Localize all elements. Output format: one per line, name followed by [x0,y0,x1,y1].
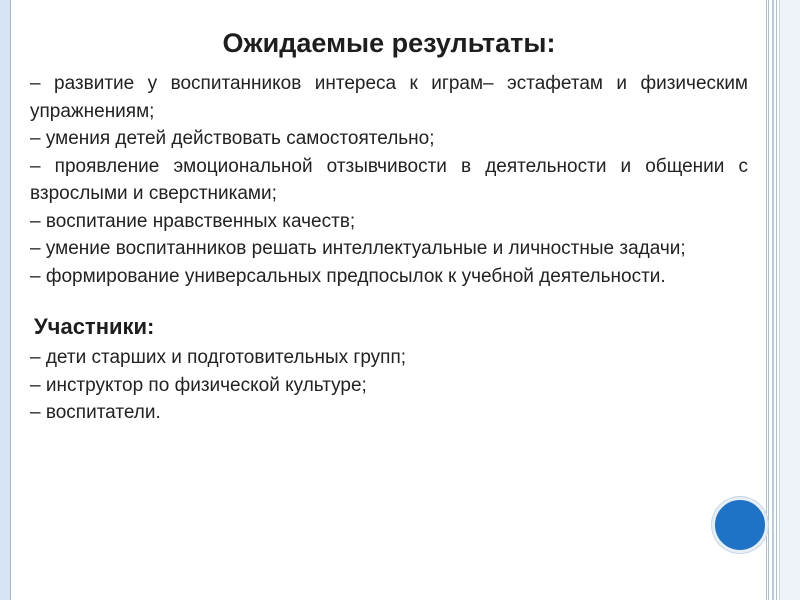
right-decor-line [768,0,769,600]
right-decor-line [779,0,780,600]
result-item: – проявление эмоциональной отзывчивости в деятельности и общении с взрослыми и сверстниками; [30,155,748,204]
right-decor-line [776,0,777,600]
slide-title: Ожидаемые результаты: [222,28,556,58]
result-item: – формирование универсальных предпосылок к учебной деятельности. [30,265,666,287]
result-item: – умение воспитанников решать интеллектуальные и личностные задачи; [30,238,686,259]
participants-title: Участники: [34,314,155,339]
right-decor-line [772,0,774,600]
right-decor-band [779,0,800,600]
decorative-circle [712,497,768,553]
left-frame-band [0,0,10,600]
participants-section [30,312,748,427]
participant-item: – дети старших и подготовительных групп; [30,347,407,368]
participant-item: – воспитатели. [30,402,161,423]
result-item: – умения детей действовать самостоятельно; [30,128,435,149]
results-list [30,70,748,290]
left-frame-line [10,0,11,600]
result-item: – воспитание нравственных качеств; [30,210,356,232]
slide-content [30,20,748,427]
right-decor-line [766,0,767,600]
participant-item: – инструктор по физической культуре; [30,374,367,396]
result-item: – развитие у воспитанников интереса к играм– эстафетам и физическим упражнениям; [30,73,748,122]
